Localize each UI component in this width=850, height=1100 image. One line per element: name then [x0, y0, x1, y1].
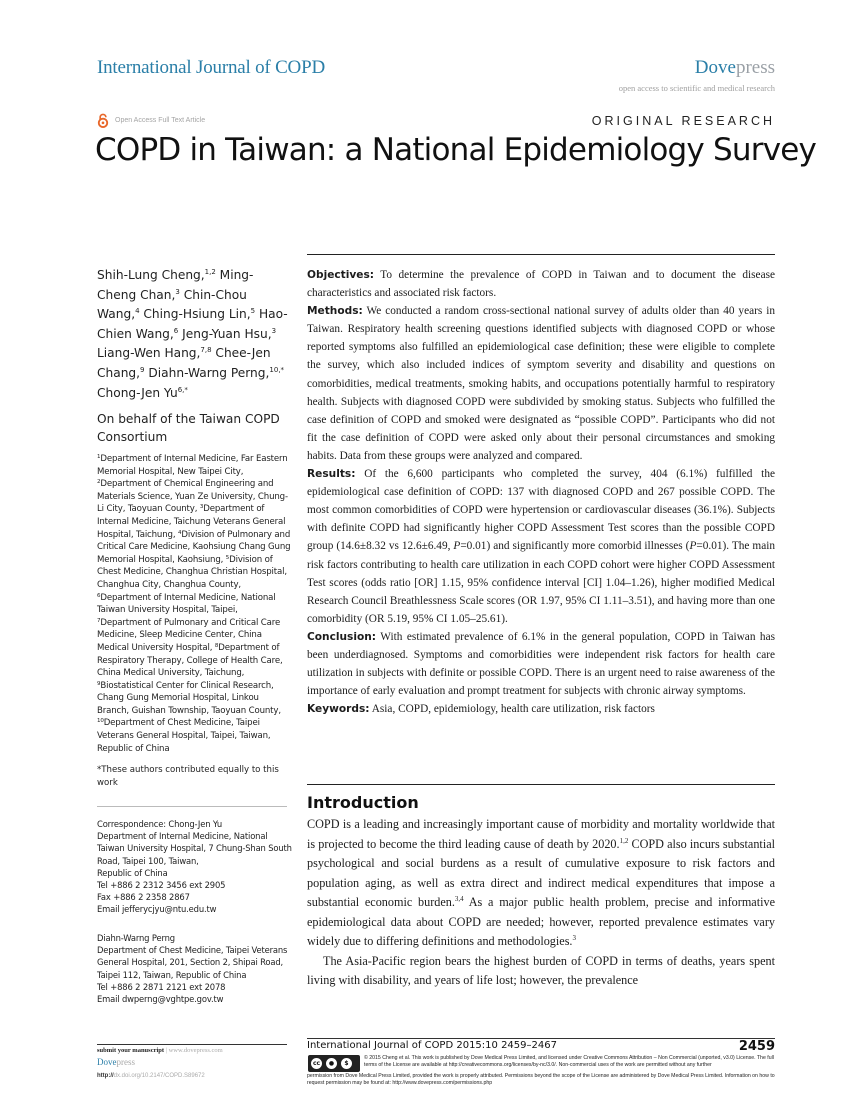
- journal-citation: International Journal of COPD 2015:10 2459–2467: [307, 1040, 557, 1051]
- citation-ref[interactable]: 1,2: [619, 836, 629, 845]
- open-access-badge: [97, 113, 205, 128]
- introduction-body: [307, 815, 775, 991]
- brand-primary: Dove: [694, 57, 736, 78]
- author: Chin-Chou Wang,$^4$: [97, 287, 247, 322]
- author-list: [97, 266, 292, 403]
- author: Shih-Lung Cheng,$^{1,2}$: [97, 268, 216, 282]
- by-icon: ●: [325, 1057, 338, 1070]
- divider: [307, 784, 775, 785]
- cc-icon: cc: [310, 1057, 323, 1070]
- open-access-lock-icon: [97, 113, 109, 128]
- creative-commons-badge[interactable]: [308, 1055, 360, 1072]
- author: Hao-Chien Wang,$^6$: [97, 307, 288, 341]
- open-access-label: Open Access Full Text Article: [115, 117, 206, 124]
- correspondence-block-2: Diahn-Warng Perng Department of Chest Medicine, Taipei Veterans General Hospital, 201, Section 2, Shipai Road, Taipei 112, Taiwan, Republic of China Tel +886 2 2871 2121 ext 2078 Email dwperng@vghtpe.gov.tw: [97, 932, 292, 1005]
- divider: [97, 1044, 287, 1045]
- nc-icon: $: [340, 1057, 353, 1070]
- author: Chong-Jen $Yu^{6,*}$: [97, 385, 188, 400]
- author: Liang-Wen Hang,$^{7,8}$: [97, 346, 212, 361]
- license-text: © 2015 Cheng et al. This work is published by Dove Medical Press Limited, and licensed under Creative Commons Attribution – Non Commercial (unported, v3.0) License. The full terms of the License are available at http://creativecommons.org/licenses/by-nc/3.0/. Non-commercial uses of the work are permitted without any further: [364, 1055, 774, 1069]
- page-number: 2459: [738, 1039, 775, 1054]
- abstract: [307, 266, 775, 718]
- abstract-keywords: Keywords: Asia, COPD, epidemiology, health care utilization, risk factors: [307, 703, 655, 716]
- consortium-note: On behalf of the Taiwan COPD Consortium: [97, 412, 280, 444]
- abstract-results: Results: Of the 6,600 participants who completed the survey, 404 (6.1%) fulfilled the epidemiological case definition of COPD: 137 with diagnosed COPD and 267 possible COPD. The most common comorbidities of COPD were hypertension or cardiovascular diseases (36.1%). Subjects with definite COPD had significantly higher COPD Assessment Test scores than the possible COPD group (14.6±8.32 vs 12.6±6.49, P=0.01) and significantly more comorbid illnesses (P=0.01). The main risk factors contributing to health care utilization in each COPD cohort were higher COPD Assessment Test scores (odds ratio [OR] 1.15, 95% confidence interval [CI] 1.04–1.26), higher modified Medical Research Council Breathlessness Scale scores (OR 1.97, 95% CI 1.11–3.51), and having more than one comorbidity (OR 5.19, 95% CI 1.05–25.61).: [307, 468, 775, 625]
- divider: [307, 1038, 775, 1039]
- paragraph: COPD is a leading and increasingly important cause of morbidity and mortality worldwide that is projected to become the third leading cause of death by 2020.$^{1,2}$ COPD also incurs substantial psychological and social burdens as a result of cumulative exposure to risk factors and population aging, as well as extra direct and indirect medical expenditures that impose a substantial economic burden.$^{3,4}$ As a major public health problem, precise and informative epidemiological data about COPD are needed; however, reported prevalence estimates vary widely due to differing definitions and methodologies.$^3$: [307, 817, 775, 948]
- abstract-objectives: Objectives: To determine the prevalence of COPD in Taiwan and to document the disease characteristics and associated risk factors.: [307, 269, 775, 300]
- email-link[interactable]: Email jefferycjyu@ntu.edu.tw: [97, 904, 217, 915]
- journal-title: International Journal of COPD: [97, 57, 325, 78]
- brand-secondary: press: [735, 57, 775, 78]
- equal-contribution-note: *These authors contributed equally to this work: [97, 765, 279, 788]
- citation-ref[interactable]: 3,4: [454, 895, 464, 903]
- author: Chee-Jen Chang,$^9$: [97, 346, 271, 380]
- divider: [307, 254, 775, 255]
- author: Diahn-Warng Perng,$^{10,*}$: [144, 365, 285, 380]
- submit-manuscript-link[interactable]: submit your manuscript | www.dovepress.com: [97, 1047, 223, 1054]
- section-heading-introduction: Introduction: [307, 793, 419, 812]
- author: Ming-Cheng Chan,$^3$: [97, 268, 254, 302]
- article-title: COPD in Taiwan: a National Epidemiology Survey: [95, 132, 817, 168]
- affiliations: $^1$Department of Internal Medicine, Far Eastern Memorial Hospital, New Taipei City, $^2$Department of Chemical Engineering and Materials Science, Yuan Ze University, Chung-Li City, Taoyuan County, $^3$Department of Internal Medicine, Taichung Veterans General Hospital, Taichung, $^4$Division of Pulmonary and Critical Care Medicine, Kaohsiung Chang Gung Memorial Hospital, Kaohsiung, $^5$Division of Chest Medicine, Changhua Christian Hospital, Changhua City, Changhua County, $^6$Department of Internal Medicine, National Taiwan University Hospital, Taipei, $^7$Department of Pulmonary and Critical Care Medicine, Sleep Medicine Center, China Medical University Hospital, $^8$Department of Respiratory Therapy, College of Health Care, China Medical University, Taichung, $^9$Biostatistical Center for Clinical Research, Chang Gung Memorial Hospital, Linkou Branch, Guishan Township, Taoyuan County, $^{10}$Department of Chest Medicine, Taipei Veterans General Hospital, Taipei, Taiwan, Republic of China: [97, 454, 291, 754]
- author: Jeng-Yuan Hsu,$^3$: [178, 326, 277, 341]
- abstract-methods: Methods: We conducted a random cross-sectional national survey of adults older than 40 years in Taiwan. Respiratory health screening questions identified subjects with diagnosed COPD or whose reported symptoms also fulfilled an epidemiological case definition; these were eligible to complete the survey, which also included indices of symptom severity and disability and questions on comorbidities, medical treatments, smoking habits, and occupations potentially harmful to respiratory health. Subjects with diagnosed COPD were subdivided by smoking status. Subjects who fulfilled the case definition of COPD and smoked were designated as “possible COPD”. Participants who did not fit the case definition of COPD were asked only about their personal circumstances and smoking habits. Data from these groups were analyzed and compared.: [307, 305, 775, 462]
- email-link[interactable]: Email dwperng@vghtpe.gov.tw: [97, 994, 224, 1005]
- license-text-cont: permission from Dove Medical Press Limited, provided the work is properly attributed. Permissions beyond the scope of the License are administered by Dove Medical Press Limited. Information on how to request permission may be found at: http://www.dovepress.com/permissions.php: [307, 1073, 775, 1087]
- paragraph: The Asia-Pacific region bears the highest burden of COPD in terms of deaths, years spent living with disability, and years of life lost; however, the prevalence: [307, 953, 775, 987]
- citation-ref[interactable]: 3: [572, 934, 576, 942]
- divider: [97, 806, 287, 807]
- publisher-logo: [695, 57, 775, 79]
- abstract-conclusion: Conclusion: With estimated prevalence of 6.1% in the general population, COPD in Taiwan has been underdiagnosed. Symptoms and comorbidities were independent risk factors for health care utilization in subjects with definite or possible COPD. There is an urgent need to raise awareness of the importance of early evaluation and prompt treatment for subjects with chronic airway symptoms.: [307, 630, 775, 698]
- correspondence-block: Correspondence: Chong-Jen Yu Department of Internal Medicine, National Taiwan University Hospital, 7 Chung-Shan South Road, Taipei 100, Taiwan, Republic of China Tel +886 2 2312 3456 ext 2905 Fax +886 2 2358 2867 Email jefferycjyu@ntu.edu.tw: [97, 819, 292, 915]
- publisher-tagline: open access to scientific and medical research: [618, 83, 775, 93]
- doi-link[interactable]: http://dx.doi.org/10.2147/COPD.S89672: [97, 1073, 205, 1079]
- footer-publisher-logo: Dovepress: [97, 1057, 135, 1067]
- article-category: ORIGINAL RESEARCH: [591, 114, 775, 128]
- author: Ching-Hsiung Lin,$^5$: [139, 307, 256, 322]
